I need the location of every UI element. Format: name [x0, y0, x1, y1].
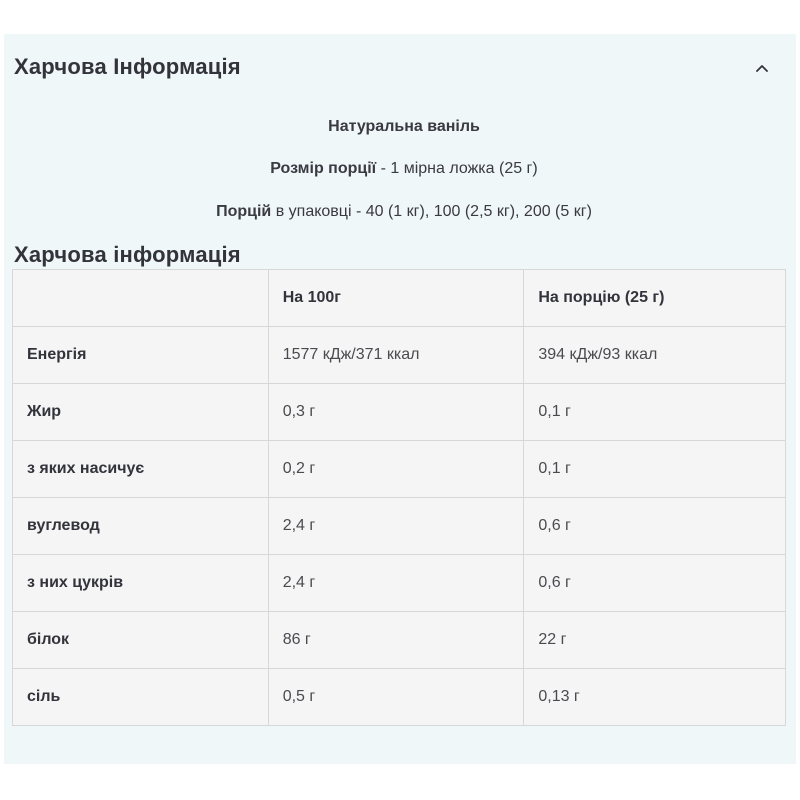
servings-per-pack — [4, 203, 800, 221]
row-label: з яких насичує — [13, 441, 269, 498]
table-row — [13, 441, 786, 498]
table-row — [13, 669, 786, 726]
value-per-serving: 0,6 г — [524, 555, 786, 612]
row-label: з них цукрів — [13, 555, 269, 612]
servings-per-pack-label: Порцій — [216, 203, 272, 220]
table-header-row — [13, 270, 786, 327]
serving-size — [4, 160, 800, 178]
value-per-100g: 2,4 г — [268, 498, 524, 555]
value-per-serving: 0,6 г — [524, 498, 786, 555]
accordion-title: Харчова Інформація — [14, 54, 241, 79]
value-per-serving: 22 г — [524, 612, 786, 669]
value-per-serving: 0,13 г — [524, 669, 786, 726]
value-per-100g: 2,4 г — [268, 555, 524, 612]
value-per-100g: 0,5 г — [268, 669, 524, 726]
column-header — [13, 270, 269, 327]
table-heading: Харчова інформація — [14, 242, 241, 267]
servings-per-pack-value: в упаковці - 40 (1 кг), 100 (2,5 кг), 200 (5 кг) — [271, 203, 592, 220]
value-per-100g: 1577 кДж/371 ккал — [268, 327, 524, 384]
row-label: білок — [13, 612, 269, 669]
row-label: сіль — [13, 669, 269, 726]
table-row — [13, 612, 786, 669]
row-label: Жир — [13, 384, 269, 441]
row-label: вуглевод — [13, 498, 269, 555]
value-per-100g: 0,2 г — [268, 441, 524, 498]
value-per-serving: 0,1 г — [524, 384, 786, 441]
nutrition-panel — [4, 34, 796, 764]
table-row — [13, 384, 786, 441]
column-header-per-serving: На порцію (25 г) — [524, 270, 786, 327]
table-row — [13, 555, 786, 612]
value-per-100g: 86 г — [268, 612, 524, 669]
nutrition-table — [12, 269, 786, 726]
column-header-per-100g: На 100г — [268, 270, 524, 327]
chevron-up-icon[interactable] — [752, 58, 772, 78]
serving-size-label: Розмір порції — [270, 160, 377, 177]
row-label: Енергія — [13, 327, 269, 384]
value-per-serving: 0,1 г — [524, 441, 786, 498]
value-per-serving: 394 кДж/93 ккал — [524, 327, 786, 384]
value-per-100g: 0,3 г — [268, 384, 524, 441]
table-row — [13, 327, 786, 384]
serving-size-value: - 1 мірна ложка (25 г) — [376, 160, 538, 177]
accordion-header[interactable] — [4, 34, 796, 100]
flavour-name: Натуральна ваніль — [328, 118, 480, 135]
table-row — [13, 498, 786, 555]
